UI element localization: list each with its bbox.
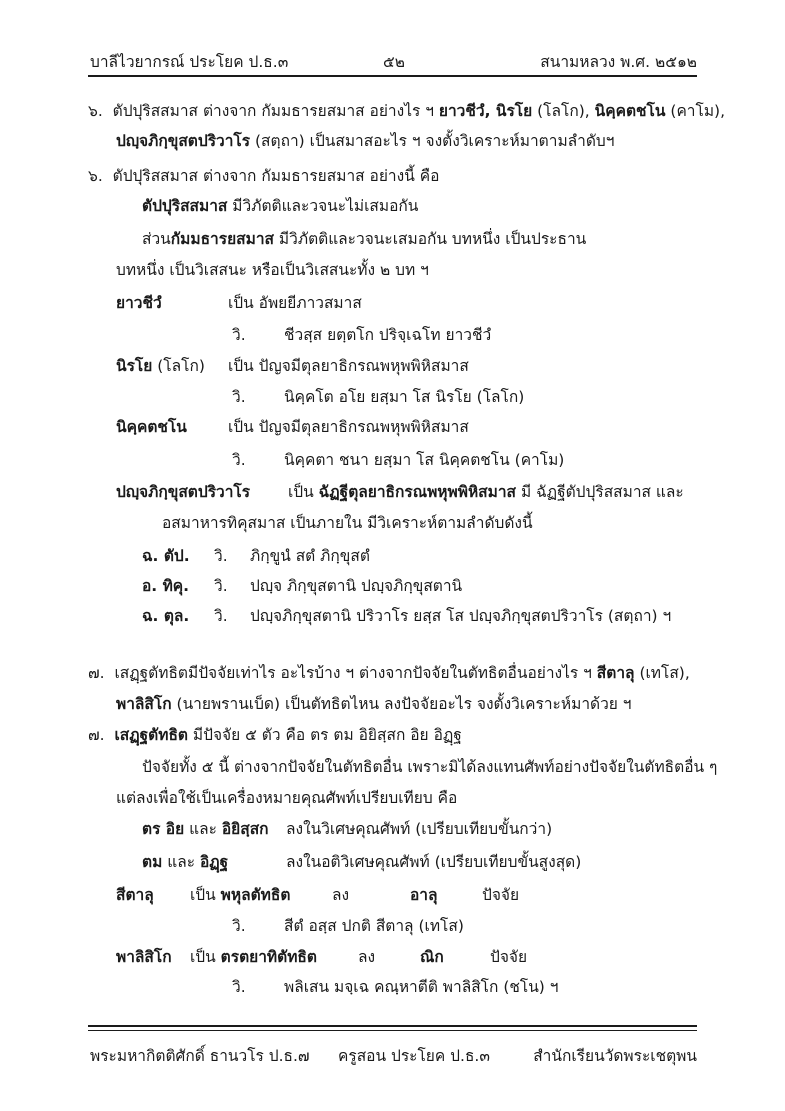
q6-answer-intro: ๖. ตัปปุริสสมาส ต่างจาก กัมมธารยสมาส อย่างนี้ คือ (88, 167, 440, 185)
q7-paragraph-2: แต่ลงเพื่อใช้เป็นเครื่องหมายคุณศัพท์เปรียบเทียบ คือ (116, 789, 458, 807)
sita-long: ลง (332, 886, 350, 904)
sita-pajjay: ปัจจัย (482, 886, 520, 904)
sita-label: สีตาลุ (116, 886, 154, 904)
panca-cont: อสมาหารทิคุสมาส เป็นภายใน มีวิเคราะห์ตามลำดับดังนี้ (162, 514, 533, 532)
panca-type: เป็น ฉัฏฐีตุลยาธิกรณพหุพพิหิสมาส มี ฉัฏฐีตัปปุริสสมาส และ (288, 483, 684, 501)
page-number: ๕๒ (383, 53, 405, 71)
niro-label: นิรโย (โลโก) (116, 357, 205, 375)
q7-question-line2: พาลิสิโก (นายพรานเบ็ด) เป็นตัทธิตไหน ลงปัจจัยอะไร จงตั้งวิเคราะห์มาด้วย ฯ (116, 695, 632, 713)
step-label: ฉ. ตัป. (142, 547, 190, 565)
step-text: ปญฺจ ภิกฺขุสตานิ ปญฺจภิกฺขุสตานิ (250, 577, 463, 595)
sita-type: เป็น พหุลตัทธิต (190, 886, 291, 904)
q6-question-line2: ปญฺจภิกฺขุสตปริวาโร (สตฺถา) เป็นสมาสอะไร ฯ จงตั้งวิเคราะห์มาตามลำดับฯ (116, 132, 615, 150)
niro-vi-marker: วิ. (232, 388, 246, 406)
nikk-vi: นิคฺคตา ชนา ยสฺมา โส นิคฺคตชโน (คาโม) (284, 451, 565, 469)
q6-question-line1: ๖. ตัปปุริสสมาส ต่างจาก กัมมธารยสมาส อย่างไร ฯ ยาวชีวํ, นิรโย (โลโก), นิคฺคตชโน (คาโม), (88, 102, 726, 120)
step-vi-marker: วิ. (214, 577, 228, 595)
step-text: ภิกฺขูนํ สตํ ภิกฺขุสตํ (250, 547, 370, 565)
footer-rule-top (88, 1025, 697, 1027)
yava-vi: ชีวสฺส ยตฺตโก ปริจฺเฉโท ยาวชีวํ (284, 326, 492, 344)
sita-vi-marker: วิ. (232, 917, 246, 935)
pali-vi-marker: วิ. (232, 978, 246, 996)
pali-pajjay: ปัจจัย (490, 948, 528, 966)
nikk-label: นิคฺคตชโน (116, 418, 187, 436)
footer-left: พระมหากิตติศักดิ์ ธานวโร ป.ธ.๗ (90, 1047, 310, 1065)
q6-tappurisa-line: ตัปปุริสสมาส มีวิภัตติและวจนะไม่เสมอกัน (142, 197, 419, 215)
header-left: บาลีไวยากรณ์ ประโยค ป.ธ.๓ (90, 53, 289, 71)
panca-label: ปญฺจภิกฺขุสตปริวาโร (116, 483, 251, 501)
pali-label: พาลิสิโก (116, 948, 172, 966)
comparative-suffixes: ตร อิย และ อิยิสฺสก (142, 820, 269, 838)
footer-rule-bottom (88, 1030, 697, 1031)
niro-vi: นิคฺคโต อโย ยสฺมา โส นิรโย (โลโก) (284, 388, 525, 406)
step-label: ฉ. ตุล. (142, 607, 190, 625)
header-right: สนามหลวง พ.ศ. ๒๕๑๒ (540, 53, 697, 71)
niro-type: เป็น ปัญจมีตุลยาธิกรณพหุพพิหิสมาส (228, 357, 469, 375)
sita-vi: สีตํ อสฺส ปกติ สีตาลุ (เทโส) (284, 917, 464, 935)
pali-vi: พลิเสน มจฺเฉ คณฺหาตีติ พาลิสิโก (ชโน) ฯ (284, 978, 559, 996)
footer-center: ครูสอน ประโยค ป.ธ.๓ (338, 1047, 490, 1065)
superlative-meaning: ลงในอติวิเศษคุณศัพท์ (เปรียบเทียบขั้นสูงสุด) (286, 853, 582, 871)
step-vi-marker: วิ. (214, 607, 228, 625)
header-rule (88, 75, 697, 77)
yava-label: ยาวชีวํ (116, 294, 162, 312)
nikk-vi-marker: วิ. (232, 451, 246, 469)
nikk-type: เป็น ปัญจมีตุลยาธิกรณพหุพพิหิสมาส (228, 418, 469, 436)
yava-vi-marker: วิ. (232, 326, 246, 344)
step-label: อ. ทิคุ. (142, 577, 190, 595)
yava-type: เป็น อัพยยีภาวสมาส (228, 294, 362, 312)
q7-question-line1: ๗. เสฏฺฐตัทธิตมีปัจจัยเท่าไร อะไรบ้าง ฯ ต่างจากปัจจัยในตัทธิตอื่นอย่างไร ฯ สีตาลุ (เทโส), (88, 664, 690, 682)
q7-paragraph-1: ปัจจัยทั้ง ๕ นี้ ต่างจากปัจจัยในตัทธิตอื่น เพราะมิได้ลงแทนศัพท์อย่างปัจจัยในตัทธิตอื่น ๆ (142, 758, 718, 776)
step-text: ปญฺจภิกฺขุสตานิ ปริวาโร ยสฺส โส ปญฺจภิกฺขุสตปริวาโร (สตฺถา) ฯ (250, 607, 672, 625)
pali-long: ลง (358, 948, 376, 966)
footer-right: สำนักเรียนวัดพระเชตุพน (533, 1047, 697, 1065)
q7-answer-intro: ๗. เสฏฺฐตัทธิต มีปัจจัย ๕ ตัว คือ ตร ตม อิยิสฺสก อิย อิฏฺฐ (88, 726, 462, 744)
comparative-meaning: ลงในวิเศษคุณศัพท์ (เปรียบเทียบขั้นกว่า) (286, 820, 553, 838)
q6-kammadharaya-line: ส่วนกัมมธารยสมาส มีวิภัตติและวจนะเสมอกัน บทหนึ่ง เป็นประธาน (142, 230, 587, 248)
pali-type: เป็น ตรตยาทิตัทธิต (190, 948, 317, 966)
step-vi-marker: วิ. (214, 547, 228, 565)
pali-suffix: ณิก (420, 948, 444, 966)
superlative-suffixes: ตม และ อิฏฺฐ (142, 853, 229, 871)
sita-suffix: อาลุ (410, 886, 438, 904)
q6-kammadharaya-cont: บทหนึ่ง เป็นวิเสสนะ หรือเป็นวิเสสนะทั้ง ๒ บท ฯ (116, 261, 429, 279)
